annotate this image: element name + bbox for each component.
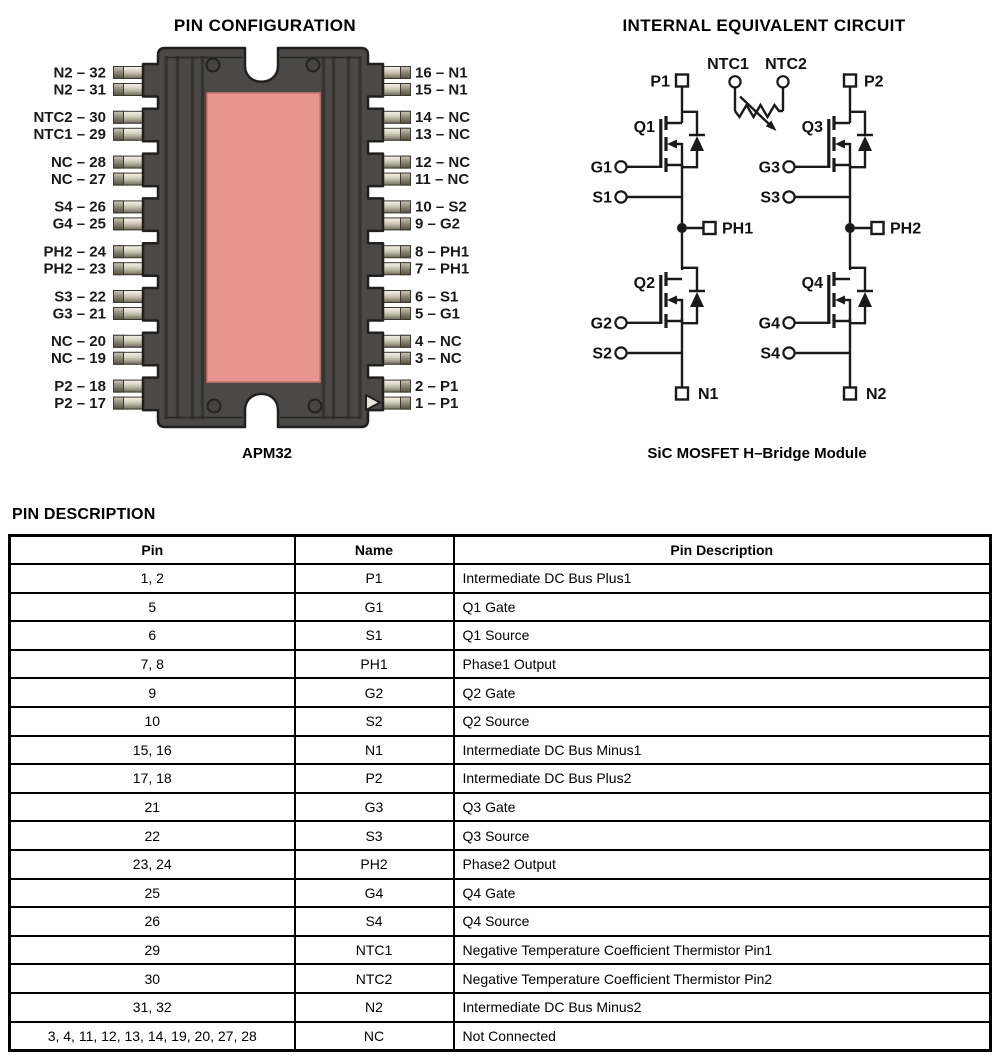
body-diode-icon <box>690 136 704 151</box>
table-header-row <box>10 536 991 565</box>
pin-lead-tip <box>401 352 411 364</box>
cell-desc: Intermediate DC Bus Plus1 <box>454 564 991 593</box>
pin-lead-tip <box>114 218 124 230</box>
ph1-terminal <box>704 222 716 234</box>
table-row <box>10 678 991 707</box>
p2-label: P2 <box>864 73 884 91</box>
n2-label: N2 <box>866 386 887 403</box>
mounting-hole <box>309 400 322 413</box>
table-row <box>10 1022 991 1051</box>
cell-pin: 31, 32 <box>10 993 295 1022</box>
pin-label: PH2 – 23 <box>43 260 106 278</box>
pin-label: 11 – NC <box>415 170 470 188</box>
table-row <box>10 793 991 822</box>
pin-label: 7 – PH1 <box>415 260 470 278</box>
source-terminal <box>783 191 794 202</box>
cell-pin: 7, 8 <box>10 650 295 679</box>
pin-label: 16 – N1 <box>415 64 468 82</box>
circuit-diagram <box>500 40 1000 460</box>
column-header-name: Name <box>295 536 454 565</box>
channel-arrow-icon <box>835 140 845 149</box>
cell-desc: Q1 Source <box>454 621 991 650</box>
dc-rails <box>682 87 850 388</box>
transistor-label: Q3 <box>801 119 823 136</box>
table-row <box>10 593 991 622</box>
pin-label: NC – 27 <box>50 170 106 188</box>
ph1-label: PH1 <box>722 220 754 238</box>
pin-labels-left <box>33 64 106 412</box>
package-diagram <box>0 42 500 462</box>
ph2-label: PH2 <box>890 220 922 238</box>
cell-name: P2 <box>295 764 454 793</box>
pin-lead-tip <box>114 380 124 392</box>
pin-label: 1 – P1 <box>415 394 459 412</box>
mounting-hole <box>307 59 320 72</box>
cell-desc: Q3 Source <box>454 821 991 850</box>
pin-label: NTC2 – 30 <box>33 109 106 127</box>
pin-lead-tip <box>401 173 411 185</box>
cell-desc: Intermediate DC Bus Minus1 <box>454 736 991 765</box>
column-header-pin: Pin <box>10 536 295 565</box>
gate-label: G2 <box>590 315 612 333</box>
pin-lead-tip <box>114 84 124 96</box>
source-terminal <box>783 347 794 358</box>
mosfet-q3 <box>759 112 873 207</box>
source-label: S1 <box>592 189 612 207</box>
table-row <box>10 907 991 936</box>
cell-pin: 6 <box>10 621 295 650</box>
cell-desc: Q3 Gate <box>454 793 991 822</box>
pin-table-body <box>10 564 991 1051</box>
p1-terminal <box>676 75 688 87</box>
pin-lead-tip <box>114 246 124 258</box>
gate-terminal <box>615 161 626 172</box>
source-label: S2 <box>592 345 612 363</box>
pin-lead-tip <box>401 335 411 347</box>
substrate <box>207 93 320 382</box>
transistor-label: Q2 <box>633 275 655 292</box>
pin-lead-tip <box>401 201 411 213</box>
channel-arrow-icon <box>667 140 677 149</box>
pin-lead-tip <box>114 201 124 213</box>
n2-terminal <box>844 388 856 400</box>
mosfet-gate-bars <box>661 272 666 328</box>
circuit-wires <box>682 87 872 388</box>
pin-lead-tip <box>401 156 411 168</box>
mounting-hole <box>207 59 220 72</box>
pin-lead-tip <box>401 246 411 258</box>
transistor-label: Q4 <box>801 275 823 292</box>
pin-label: 6 – S1 <box>415 288 459 306</box>
cell-desc: Q2 Source <box>454 707 991 736</box>
table-row <box>10 707 991 736</box>
pin-lead-tip <box>401 84 411 96</box>
cell-name: G1 <box>295 593 454 622</box>
pin-lead-tip <box>401 263 411 275</box>
cell-desc: Q2 Gate <box>454 678 991 707</box>
pin-label: NC – 19 <box>50 350 106 368</box>
cell-name: NTC1 <box>295 936 454 965</box>
ntc1-terminal <box>729 76 740 87</box>
table-row <box>10 879 991 908</box>
pin-label: NC – 28 <box>50 153 106 171</box>
cell-pin: 17, 18 <box>10 764 295 793</box>
ntc2-terminal <box>777 76 788 87</box>
ph1-junction <box>677 223 687 233</box>
mosfet-q4 <box>759 268 873 363</box>
cell-name: S2 <box>295 707 454 736</box>
cell-desc: Negative Temperature Coefficient Thermistor Pin1 <box>454 936 991 965</box>
pin-lead-tip <box>114 128 124 140</box>
cell-desc: Intermediate DC Bus Plus2 <box>454 764 991 793</box>
column-header-description: Pin Description <box>454 536 991 565</box>
pin-labels-right <box>415 64 470 412</box>
pin-label: 9 – G2 <box>415 215 461 233</box>
pin-label: 13 – NC <box>415 126 471 144</box>
gate-terminal <box>783 317 794 328</box>
pin-label: 2 – P1 <box>415 377 459 395</box>
pin-lead-tip <box>114 352 124 364</box>
mosfet-gate-bars <box>829 272 834 328</box>
cell-name: N2 <box>295 993 454 1022</box>
pin-lead-tip <box>401 397 411 409</box>
pin-lead-tip <box>114 67 124 79</box>
ntc2-label: NTC2 <box>765 56 807 73</box>
pin-description-table <box>8 534 992 1052</box>
pin-lead-tip <box>401 380 411 392</box>
ntc1-label: NTC1 <box>707 56 749 73</box>
mosfet-gate-bars <box>829 116 834 172</box>
pin-lead-tip <box>114 291 124 303</box>
circuit-title: INTERNAL EQUIVALENT CIRCUIT <box>622 16 906 35</box>
source-label: S3 <box>760 189 780 207</box>
pin-lead-tip <box>114 173 124 185</box>
pin-label: 4 – NC <box>415 333 462 351</box>
cell-name: G2 <box>295 678 454 707</box>
cell-name: N1 <box>295 736 454 765</box>
table-row <box>10 964 991 993</box>
cell-desc: Q4 Source <box>454 907 991 936</box>
pin-lead-tip <box>114 335 124 347</box>
table-row <box>10 764 991 793</box>
cell-name: P1 <box>295 564 454 593</box>
pin-label: G4 – 25 <box>52 215 106 233</box>
cell-desc: Phase1 Output <box>454 650 991 679</box>
cell-name: PH1 <box>295 650 454 679</box>
mosfet-q2 <box>591 268 705 363</box>
cell-pin: 1, 2 <box>10 564 295 593</box>
pin-label: N2 – 31 <box>53 81 106 99</box>
pin-label: S4 – 26 <box>54 198 106 216</box>
pin-lead-tip <box>401 67 411 79</box>
pin-configuration-title: PIN CONFIGURATION <box>173 16 357 35</box>
cell-name: S4 <box>295 907 454 936</box>
cell-pin: 30 <box>10 964 295 993</box>
pin-lead-tip <box>114 397 124 409</box>
package-caption: APM32 <box>241 445 293 462</box>
table-row <box>10 850 991 879</box>
cell-desc: Q1 Gate <box>454 593 991 622</box>
ph2-junction <box>845 223 855 233</box>
pin-lead-tip <box>114 156 124 168</box>
p2-terminal <box>844 75 856 87</box>
pin-label: 3 – NC <box>415 350 462 368</box>
pin-label: N2 – 32 <box>53 64 106 82</box>
pin-label: S3 – 22 <box>54 288 106 306</box>
cell-desc: Q4 Gate <box>454 879 991 908</box>
table-row <box>10 821 991 850</box>
transistor-label: Q1 <box>633 119 655 136</box>
circuit-caption: SiC MOSFET H–Bridge Module <box>647 445 867 462</box>
source-label: S4 <box>760 345 780 363</box>
mounting-hole <box>208 400 221 413</box>
gate-terminal <box>783 161 794 172</box>
gate-label: G1 <box>590 159 612 177</box>
cell-pin: 25 <box>10 879 295 908</box>
mosfet-gate-bars <box>661 116 666 172</box>
cell-name: G4 <box>295 879 454 908</box>
mosfet-q1 <box>591 112 705 207</box>
pin-label: PH2 – 24 <box>43 243 106 261</box>
cell-desc: Not Connected <box>454 1022 991 1051</box>
pin-lead-tip <box>401 128 411 140</box>
pin-label: G3 – 21 <box>52 305 106 323</box>
pin-lead-tip <box>114 111 124 123</box>
cell-name: G3 <box>295 793 454 822</box>
channel-arrow-icon <box>667 296 677 305</box>
pin-label: 8 – PH1 <box>415 243 470 261</box>
body-diode-icon <box>690 292 704 307</box>
n1-label: N1 <box>698 386 719 403</box>
cell-pin: 10 <box>10 707 295 736</box>
n1-terminal <box>676 388 688 400</box>
table-row <box>10 936 991 965</box>
cell-name: S3 <box>295 821 454 850</box>
pin-label: P2 – 18 <box>54 377 106 395</box>
cell-desc: Negative Temperature Coefficient Thermistor Pin2 <box>454 964 991 993</box>
cell-desc: Phase2 Output <box>454 850 991 879</box>
table-row <box>10 650 991 679</box>
channel-arrow-icon <box>835 296 845 305</box>
cell-pin: 5 <box>10 593 295 622</box>
table-row <box>10 621 991 650</box>
cell-pin: 22 <box>10 821 295 850</box>
pin-label: NTC1 – 29 <box>33 126 106 144</box>
pin-label: P2 – 17 <box>54 394 106 412</box>
cell-name: NTC2 <box>295 964 454 993</box>
table-row <box>10 564 991 593</box>
p1-label: P1 <box>650 73 670 91</box>
table-row <box>10 736 991 765</box>
pin-lead-tip <box>401 291 411 303</box>
gate-terminal <box>615 317 626 328</box>
cell-name: NC <box>295 1022 454 1051</box>
body-diode-icon <box>858 292 872 307</box>
source-terminal <box>615 347 626 358</box>
pin-lead-tip <box>401 218 411 230</box>
cell-pin: 3, 4, 11, 12, 13, 14, 19, 20, 27, 28 <box>10 1022 295 1051</box>
cell-pin: 26 <box>10 907 295 936</box>
source-terminal <box>615 191 626 202</box>
pin-lead-tip <box>114 263 124 275</box>
pin-label: NC – 20 <box>50 333 106 351</box>
cell-desc: Intermediate DC Bus Minus2 <box>454 993 991 1022</box>
body-diode-icon <box>858 136 872 151</box>
cell-pin: 15, 16 <box>10 736 295 765</box>
gate-label: G3 <box>758 159 780 177</box>
pin-label: 14 – NC <box>415 109 471 127</box>
pin-label: 12 – NC <box>415 153 471 171</box>
pin-lead-tip <box>401 308 411 320</box>
pin-lead-tip <box>401 111 411 123</box>
table-row <box>10 993 991 1022</box>
ph2-terminal <box>872 222 884 234</box>
cell-pin: 29 <box>10 936 295 965</box>
pin-label: 15 – N1 <box>415 81 468 99</box>
pin-label: 5 – G1 <box>415 305 461 323</box>
pin-lead-tip <box>114 308 124 320</box>
cell-pin: 23, 24 <box>10 850 295 879</box>
pin-description-heading: PIN DESCRIPTION <box>12 506 156 523</box>
gate-label: G4 <box>758 315 780 333</box>
cell-pin: 21 <box>10 793 295 822</box>
cell-name: PH2 <box>295 850 454 879</box>
pin-label: 10 – S2 <box>415 198 467 216</box>
cell-pin: 9 <box>10 678 295 707</box>
cell-name: S1 <box>295 621 454 650</box>
